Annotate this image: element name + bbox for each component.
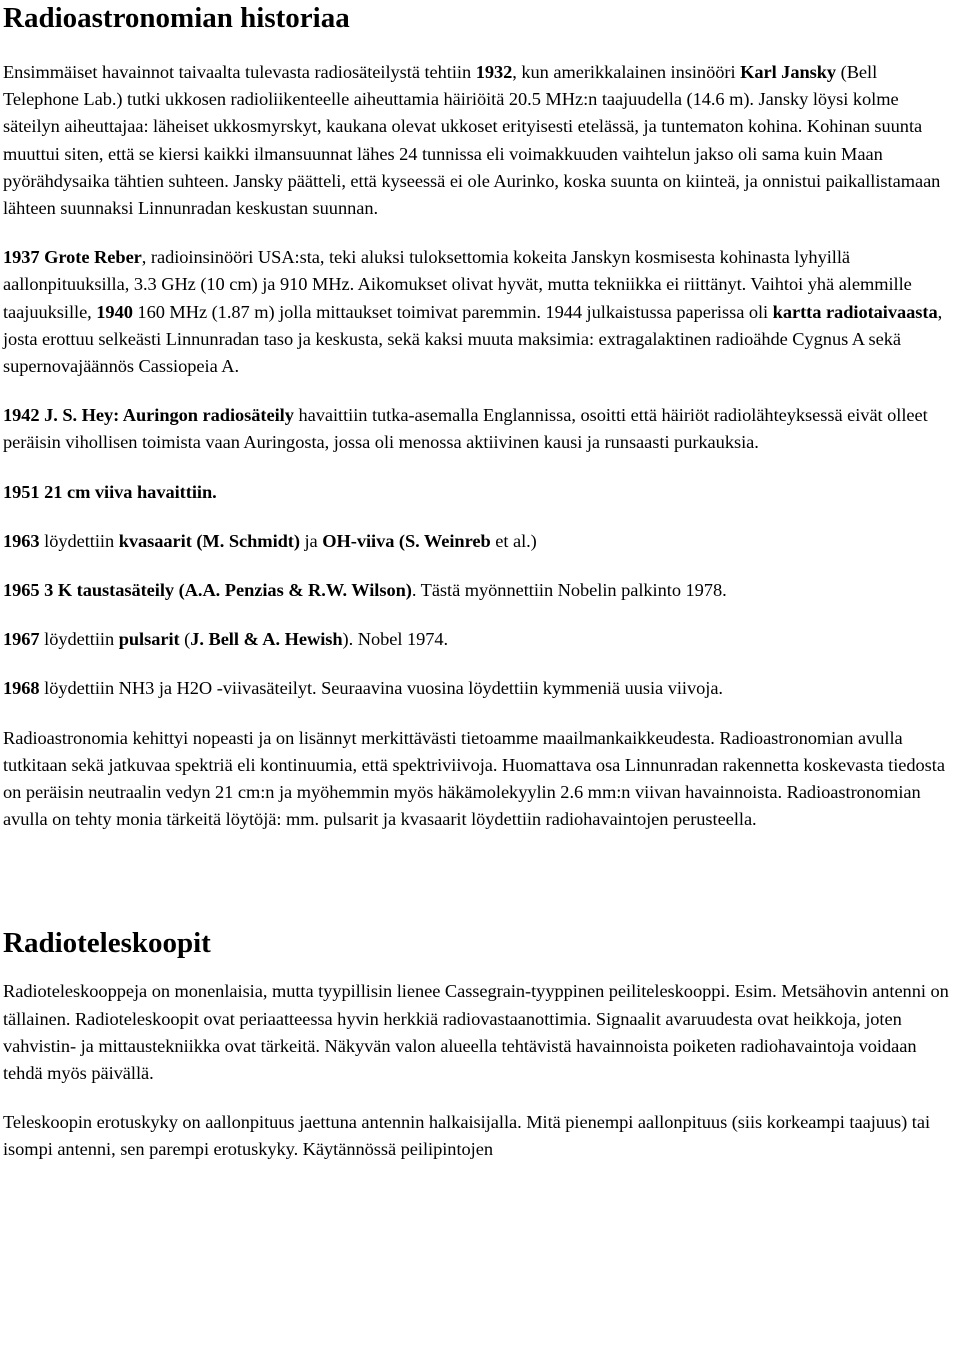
- text-run: , kun amerikkalainen insinööri: [512, 62, 741, 82]
- paragraph-reber: [3, 244, 957, 380]
- text-run: , josta erottuu selkeästi Linnunradan taso ja keskusta, sekä kaksi muuta maksimia: extragalaktinen radioähde Cygnus A sekä supernovajäännös Cassiopeia A.: [3, 301, 943, 377]
- bold-name: Karl Jansky: [740, 62, 837, 82]
- text-run: Teleskoopin erotuskyky on aallonpituus jaettuna antennin halkaisijalla. Mitä pienempi aallonpituus (siis korkeampi taajuus) tai isompi antenni, sen parempi erotuskyky. Käytännössä peilipintojen: [3, 1112, 931, 1160]
- bold-term: pulsarit: [118, 629, 180, 650]
- text-run: löydettiin: [39, 629, 119, 650]
- bold-year-name: 1937 Grote Reber: [3, 247, 142, 268]
- paragraph-hey: [3, 402, 957, 456]
- bold-year: 1940: [96, 301, 133, 322]
- text-run: (Bell Telephone Lab.) tutki ukkosen radioliikenteelle aiheuttamia häiriöitä 20.5 MHz:n taajuudella (14.6 m). Jansky löysi kolme säteilyn aiheuttajaa: läheiset ukkosmyrskyt, kaukana olevat ukkoset erityisesti etelässä, ja tuntematon kohina. Kohinan suunta muuttui siten, että se kiersi kaikki ilmansuunnat lähes 24 tunnissa eli voimakkuuden vaihtelun jakso oli sama kuin Maan pyörähdysaika tähtien suhteen. Jansky päätteli, että kyseessä ei ole Aurinko, koska suunta on kiinteä, ja onnistui paikallistamaan lähteen suunnaksi Linnunradan keskustan suunnan.: [3, 62, 941, 219]
- bold-name: J. Bell & A. Hewish: [190, 629, 343, 650]
- paragraph-1963: [3, 528, 957, 555]
- text-run: Ensimmäiset havainnot taivaalta tulevasta radiosäteilystä tehtiin: [3, 62, 476, 82]
- text-run: havaittiin tutka-asemalla Englannissa, osoitti että häiriöt radiolähteyksessä eivät olleet peräisin vihollisen toimista vaan Auringosta, jossa oli menossa aktiivinen kausi ja runsaasti purkauksia.: [3, 405, 928, 453]
- text-run: Radioastronomia kehittyi nopeasti ja on lisännyt merkittävästi tietoamme maailmankaikkeudesta. Radioastronomian avulla tutkitaan sekä jatkuvaa spektriä eli kontinuumia, että spektriviivoja. Huomattava osa Linnunradan rakennetta koskevasta tiedosta on peräisin neutraalin vedyn 21 cm:n ja myöhemmin myös häkämolekyylin 2.6 mm:n viivan havainnoista. Radioastronomian avulla on tehty monia tärkeitä löytöjä: mm. pulsarit ja kvasaarit löydettiin radiohavaintojen perusteella.: [3, 727, 945, 830]
- text-run: et al.): [490, 530, 537, 551]
- bold-year: 1968: [3, 678, 40, 699]
- paragraph-telescopes-intro: [3, 978, 957, 1087]
- bold-year: 1967: [3, 629, 40, 650]
- bold-heading-run: 1942 J. S. Hey: Auringon radiosäteily: [3, 405, 294, 426]
- paragraph-summary: [3, 725, 957, 834]
- text-run: ja: [299, 530, 323, 551]
- bold-line: 1951 21 cm viiva havaittiin.: [3, 481, 217, 502]
- text-run: , radioinsinööri USA:sta, teki aluksi tuloksettomia kokeita Janskyn kosmisesta kohinasta lyhyillä aallonpituuksilla, 3.3 GHz (10 cm) ja 910 MHz. Aikomukset olivat hyvät, mutta tekniikka ei riittänyt. Vaihtoi yhä alemmille taajuuksille,: [3, 247, 912, 322]
- bold-year: 1963: [3, 530, 40, 551]
- text-run: (: [179, 629, 191, 650]
- section-heading-telescopes: Radioteleskoopit: [3, 927, 211, 960]
- bold-year: 1932: [475, 62, 513, 82]
- text-run: ). Nobel 1974.: [342, 629, 449, 650]
- paragraph-resolution: [3, 1109, 957, 1163]
- bold-term: OH-viiva (S. Weinreb: [322, 530, 491, 551]
- bold-term: kartta radiotaivaasta: [772, 301, 938, 322]
- text-run: löydettiin: [39, 530, 119, 551]
- section-heading-history: Radioastronomian historiaa: [3, 2, 350, 34]
- text-run: löydettiin NH3 ja H2O -viivasäteilyt. Seuraavina vuosina löydettiin kymmeniä uusia viivoja.: [39, 678, 723, 699]
- paragraph-1967: [3, 626, 957, 653]
- paragraph-1968: [3, 675, 957, 702]
- paragraph-1951: [3, 479, 957, 506]
- paragraph-jansky: [3, 59, 957, 222]
- text-run: 160 MHz (1.87 m) jolla mittaukset toimivat paremmin. 1944 julkaistussa paperissa oli: [132, 301, 773, 322]
- bold-heading-run: 1965 3 K taustasäteily (A.A. Penzias & R.W. Wilson): [3, 580, 412, 601]
- text-run: Radioteleskooppeja on monenlaisia, mutta tyypillisin lienee Cassegrain-tyyppinen peiliteleskooppi. Esim. Metsähovin antenni on tällainen. Radioteleskoopit ovat periaatteessa hyvin herkkiä radiovastaanottimia. Signaalit avaruudesta ovat heikkoja, joten vahvistin- ja mittaustekniikka ovat tärkeitä. Näkyvän valon alueella tehtävistä havainnoista poiketen radiohavaintoja voidaan tehdä myös päivällä.: [3, 981, 949, 1084]
- bold-term: kvasaarit (M. Schmidt): [118, 530, 300, 551]
- document-page: [3, 0, 957, 1164]
- paragraph-1965: [3, 577, 957, 604]
- text-run: . Tästä myönnettiin Nobelin palkinto 1978.: [411, 580, 727, 601]
